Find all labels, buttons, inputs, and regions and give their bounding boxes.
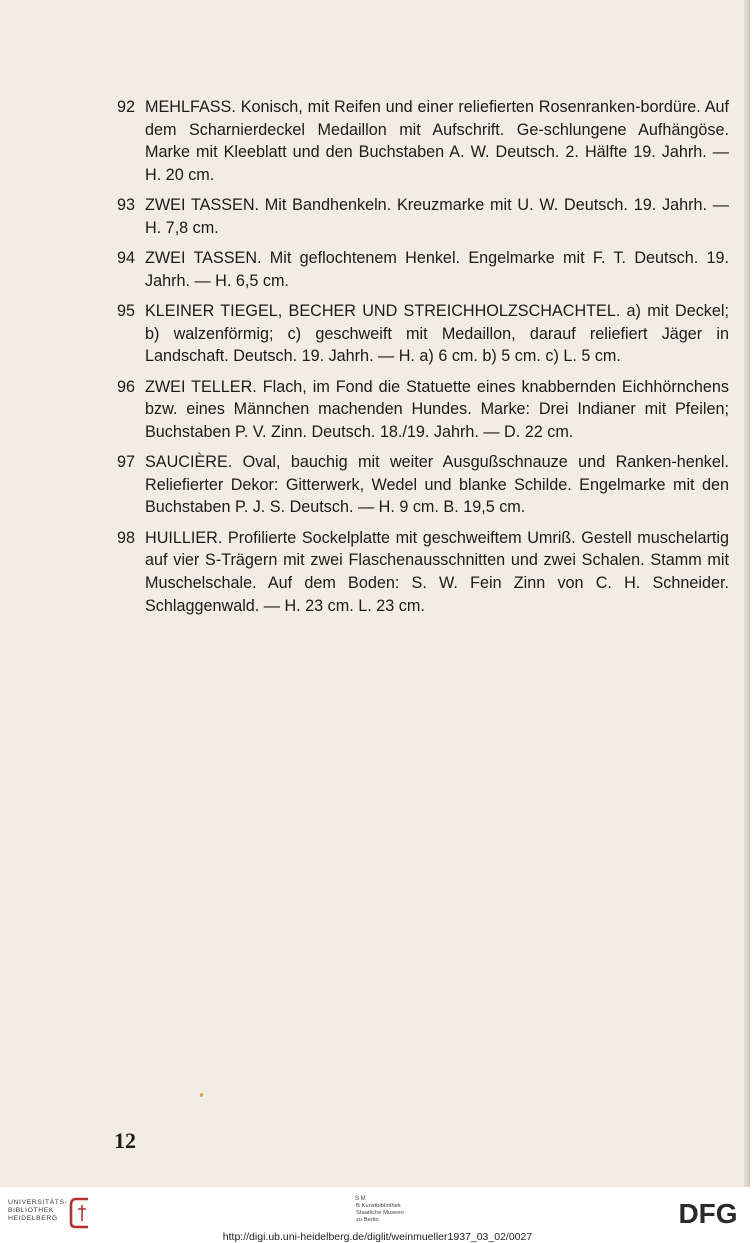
entry-number: 92 [117, 98, 136, 116]
university-logo-line: HEIDELBERG [8, 1215, 58, 1222]
page-number: 12 [114, 1128, 136, 1153]
entry-text: KLEINER TIEGEL, BECHER UND STREICHHOLZSCHACHTEL. a) mit Deckel; b) walzenförmig; c) geschweift mit Medaillon, darauf reliefiert Jäger in Landschaft. Deutsch. 19. Jahrh. — H. a) 6 cm. b) 5 cm. c) L. 5 cm. [145, 302, 729, 366]
university-logo-line: BIBLIOTHEK [8, 1207, 55, 1214]
entry-text: ZWEI TASSEN. Mit Bandhenkeln. Kreuzmarke mit U. W. Deutsch. 19. Jahrh. — H. 7,8 cm. [145, 196, 729, 237]
entry-number: 98 [117, 528, 136, 547]
dfg-logo-text: DFG [678, 1199, 738, 1227]
catalog-entry-96 [117, 376, 729, 444]
sm-line: Staatliche Museen [356, 1210, 404, 1216]
sm-abbreviation: S M [355, 1196, 366, 1202]
entry-number: 93 [117, 196, 136, 215]
entry-text: SAUCIÈRE. Oval, bauchig mit weiter Ausgußschnauze und Ranken-henkel. Reliefierter Dekor: Gitterwerk, Wedel und blanke Schilde. Engelmarke mit den Buchstaben P. J. S. Deutsch. — H. 9 cm. B. 19,5 cm. [145, 453, 729, 517]
source-url-link[interactable]: http://digi.ub.uni-heidelberg.de/diglit/weinmueller1937_03_02/0027 [222, 1231, 533, 1243]
entry-text: ZWEI TELLER. Flach, im Fond die Statuette eines knabbernden Eichhörnchens bzw. eines Männchen machenden Hundes. Marke: Drei Indianer mit Pfeilen; Buchstaben P. V. Zinn. Deutsch. 18./19. Jahrh. — D. 22 cm. [145, 377, 729, 441]
catalog-entry-98 [117, 527, 729, 617]
university-seal-icon [68, 1197, 92, 1229]
catalog-entry-95 [117, 300, 729, 368]
catalog-entry-97 [117, 451, 729, 519]
catalog-entry-93 [117, 194, 729, 239]
catalog-entry-94 [117, 247, 729, 292]
dfg-logo-icon[interactable] [670, 1199, 746, 1227]
catalog-entries [117, 96, 729, 625]
entry-number: 96 [117, 377, 136, 396]
entry-text: ZWEI TASSEN. Mit geflochtenem Henkel. Engelmarke mit F. T. Deutsch. 19. Jahrh. — H. 6,5 cm. [145, 249, 729, 290]
entry-number: 97 [117, 453, 136, 472]
staatliche-museen-logo[interactable] [355, 1196, 445, 1224]
entry-text: MEHLFASS. Konisch, mit Reifen und einer reliefierten Rosenranken-bordüre. Auf dem Scharnierdeckel Medaillon mit Aufschrift. Ge-schlungene Aufhängöse. Marke mit Kleeblatt und den Buchstaben A. W. Deutsch. 2. Hälfte 19. Jahrh. — H. 20 cm. [145, 98, 729, 184]
paper-speck [200, 1093, 203, 1097]
university-library-logo[interactable] [8, 1199, 68, 1223]
entry-number: 95 [117, 302, 136, 321]
entry-number: 94 [117, 249, 136, 268]
sm-line: B Kunstbibliothek [356, 1203, 401, 1209]
entry-text: HUILLIER. Profilierte Sockelplatte mit geschweiftem Umriß. Gestell muschelartig auf vier S-Trägern mit zwei Flaschenausschnitten und zwei Schalen. Stamm mit Muschelschale. Auf dem Boden: S. W. Fein Zinn von C. H. Schneider. Schlaggenwald. — H. 23 cm. L. 23 cm. [145, 528, 729, 615]
sm-line: zu Berlin [356, 1217, 379, 1223]
university-logo-line: UNIVERSITÄTS- [8, 1199, 68, 1206]
catalog-entry-92 [117, 96, 729, 186]
